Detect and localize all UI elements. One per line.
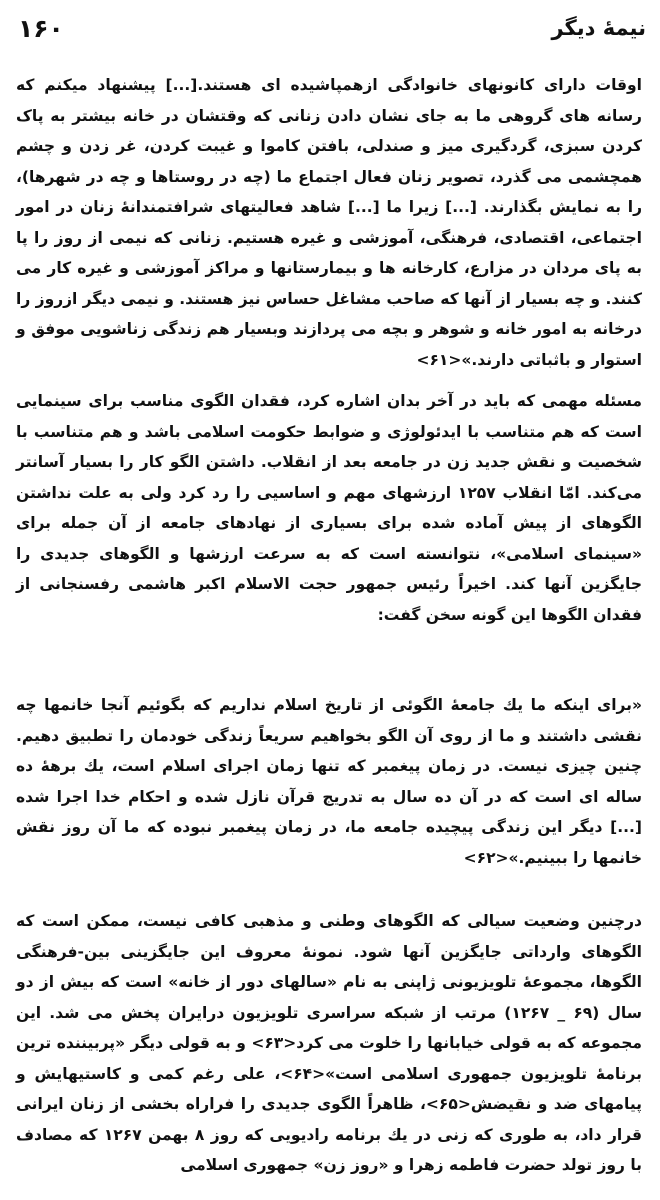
page-number: ۱۶۰ [18,14,64,43]
paragraph-2: مسئله مهمی که باید در آخر بدان اشاره کرد، فقدان الگوی مناسب برای سینمایی است که هم متناسب با ایدئولوژی و ضوابط حکومت اسلامی باشد و هم متناسب با شخصیت و نقش جدید زن در جامعه بعد از انقلاب. داشتن الگو کار را بسیار آسانتر می‌کند. امّا انقلاب ۱۲۵۷ ارزشهای مهم و اساسیی را رد کرد ولی به علت نداشتن الگوهای از پیش آماده شده برای بسیاری از نهادهای جامعه از آن جمله برای «سینمای اسلامی»، نتوانسته است که به سرعت ارزشها و الگوهای جدیدی را جایگزین آنها کند. اخیراً رئیس جمهور حجت الاسلام اکبر هاشمی رفسنجانی از فقدان الگوها این گونه سخن گفت: [16,392,643,624]
paragraph-4: درچنین وضعیت سیالی که الگوهای وطنی و مذهبی کافی نیست، ممکن است که الگوهای وارداتی جایگزین آنها شود. نمونهٔ معروف این جایگزینی بین-فرهنگی الگوها، مجموعهٔ تلویزیونی ژاپنی به نام «سالهای دور از خانه» است که بیش از دو سال (۶۹ _ ۱۲۶۷) مرتب از شبکه سراسری تلویزیون درایران پخش می شد. این مجموعه که به قولی خیابانها را خلوت می کرد<۶۳> و به قولی دیگر «پربیننده ترین برنامهٔ تلویزیون جمهوری اسلامی است»<۶۴>، علی رغم کمی و کاستیهایش و پیامهای ضد و نقیضش<۶۵>، ظاهراً الگوی جدیدی را فراراه بخشی از زنان ایرانی قرار داد، به طوری که زنی در یك برنامه رادیویی که روز ۸ بهمن ۱۲۶۷ که مصادف با روز تولد حضرت فاطمه زهرا و «روز زن» جمهوری اسلامی [16,912,642,1174]
page-header [14,12,646,48]
paragraph-3-quote: «برای اینکه ما یك جامعهٔ الگوئی از تاریخ اسلام نداریم که بگوئیم آنجا خانمها چه نقشی داشتند و ما از روی آن الگو بخواهیم سریعاً زندگی خودمان را تطبیق دهیم. چنین چیزی نیست. در زمان پیغمبر که تنها زمان اجرای اسلام است، یك برههٔ ده ساله ای است که در آن ده سال به تدریج قرآن نازل شده و احکام خدا اجرا شده [...] دیگر این زندگی پیچیده جامعه ما، در زمان پیغمبر نبوده که ما آن روز نقش خانمها را ببینیم.»<۶۲> [16,696,642,867]
paragraph-1: اوقات دارای کانونهای خانوادگی ازهمپاشیده ای هستند.[...] پیشنهاد میکنم که رسانه های گروهی ما به جای نشان دادن زنانی که وقتشان در خانه بیشتر به پاک کردن سبزی، گردگیری میز و صندلی، بافتن کاموا و غیبت کردن، غر زدن و چشم همچشمی می گذرد، تصویر زنان فعال اجتماع ما (چه در روستاها و چه در شهرها)، را به نمایش بگذارند. [...] زیرا ما [...] شاهد فعالیتهای شرافتمندانهٔ زنان در امور اجتماعی، اقتصادی، فرهنگی، آموزشی و غیره هستیم. زنانی که نیمی از روز را پا به پای مردان در مزارع، کارخانه ها و بیمارستانها و مراکز آموزشی و غیره کار می کنند. و چه بسیار از آنها که صاحب مشاغل حساس نیز هستند. و نیمی دیگر ازروز را درخانه به امور خانه و شوهر و بچه می پردازند وبسیار هم زندگی زناشویی موفق و استوار و باثباتی دارند.»<۶۱> [16,76,642,369]
running-title: نیمهٔ دیگر [551,16,646,40]
